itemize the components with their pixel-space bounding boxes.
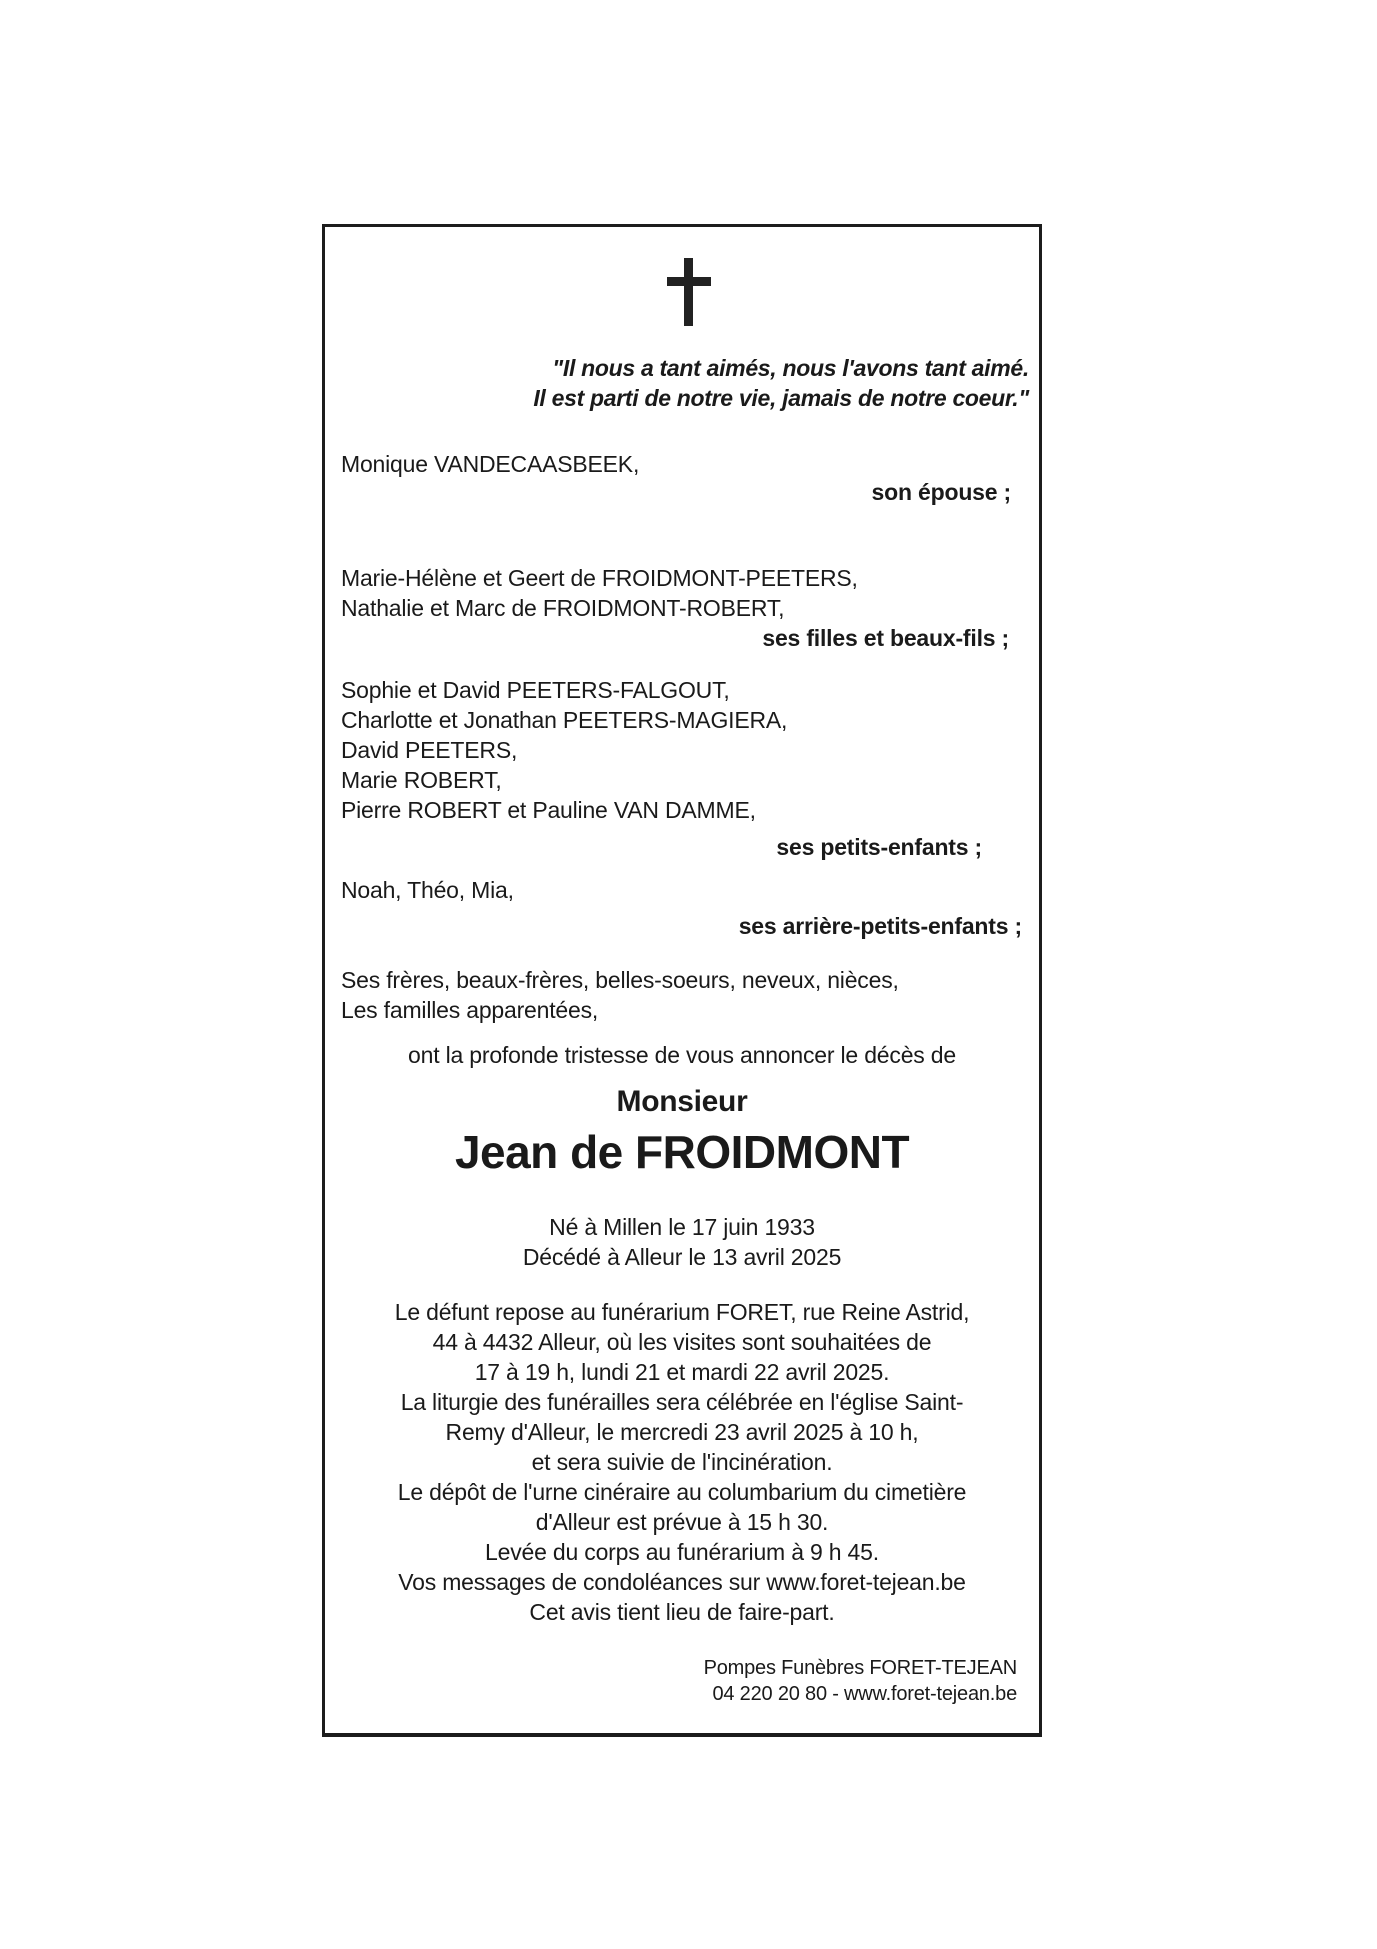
funeral-details-line: Levée du corps au funérarium à 9 h 45.	[485, 1539, 879, 1565]
spouse-relation-label: son épouse ;	[871, 479, 1011, 505]
children-relation-label: ses filles et beaux-fils ;	[762, 625, 1009, 651]
funeral-home-name: Pompes Funèbres FORET-TEJEAN	[703, 1657, 1017, 1679]
memorial-quote	[533, 353, 1029, 413]
birth-death-block	[325, 1212, 1039, 1272]
funeral-home-contact: 04 220 20 80 - www.foret-tejean.be	[712, 1683, 1017, 1705]
funeral-details-line: 44 à 4432 Alleur, où les visites sont souhaitées de	[432, 1329, 932, 1355]
grandchild-name-line: Pierre ROBERT et Pauline VAN DAMME,	[341, 797, 756, 823]
memorial-quote-line2: Il est parti de notre vie, jamais de notre coeur."	[533, 385, 1029, 411]
spouse-name: Monique VANDECAASBEEK,	[341, 451, 640, 477]
funeral-details-line: Le défunt repose au funérarium FORET, rue Reine Astrid,	[394, 1299, 970, 1325]
funeral-details-line: d'Alleur est prévue à 15 h 30.	[535, 1509, 829, 1535]
deceased-name: Jean de FROIDMONT	[454, 1126, 910, 1178]
funeral-details-line: Cet avis tient lieu de faire-part.	[529, 1599, 835, 1625]
cross-icon	[667, 258, 711, 326]
birth-line: Né à Millen le 17 juin 1933	[549, 1214, 815, 1240]
funeral-details	[325, 1297, 1039, 1627]
relatives-line: Ses frères, beaux-frères, belles-soeurs, neveux, nièces,	[341, 967, 899, 993]
funeral-details-line: Le dépôt de l'urne cinéraire au columbarium du cimetière	[397, 1479, 967, 1505]
grandchild-name-line: David PEETERS,	[341, 737, 518, 763]
memorial-quote-line1: "Il nous a tant aimés, nous l'avons tant aimé.	[552, 355, 1029, 381]
great-grandchildren-relation-label: ses arrière-petits-enfants ;	[738, 913, 1022, 939]
relatives-line: Les familles apparentées,	[341, 997, 599, 1023]
funeral-details-line: Vos messages de condoléances sur www.foret-tejean.be	[398, 1569, 966, 1595]
grandchildren-names	[341, 675, 787, 825]
great-grandchildren-names: Noah, Théo, Mia,	[341, 877, 514, 903]
grandchildren-relation-label: ses petits-enfants ;	[776, 834, 982, 860]
relatives-lines	[341, 965, 899, 1025]
funeral-home-block	[704, 1655, 1017, 1707]
grandchild-name-line: Charlotte et Jonathan PEETERS-MAGIERA,	[341, 707, 788, 733]
funeral-details-line: La liturgie des funérailles sera célébrée en l'église Saint-	[400, 1389, 964, 1415]
children-name-line: Nathalie et Marc de FROIDMONT-ROBERT,	[341, 595, 785, 621]
funeral-details-line: Remy d'Alleur, le mercredi 23 avril 2025 à 10 h,	[445, 1419, 919, 1445]
announcement-line: ont la profonde tristesse de vous annoncer le décès de	[408, 1042, 956, 1068]
death-line: Décédé à Alleur le 13 avril 2025	[522, 1244, 842, 1270]
grandchild-name-line: Sophie et David PEETERS-FALGOUT,	[341, 677, 730, 703]
funeral-details-line: 17 à 19 h, lundi 21 et mardi 22 avril 2025.	[474, 1359, 890, 1385]
funeral-details-line: et sera suivie de l'incinération.	[531, 1449, 833, 1475]
children-name-line: Marie-Hélène et Geert de FROIDMONT-PEETERS,	[341, 565, 858, 591]
grandchild-name-line: Marie ROBERT,	[341, 767, 502, 793]
civility-title: Monsieur	[616, 1085, 748, 1118]
death-notice-card	[322, 224, 1042, 1737]
children-names	[341, 563, 858, 623]
